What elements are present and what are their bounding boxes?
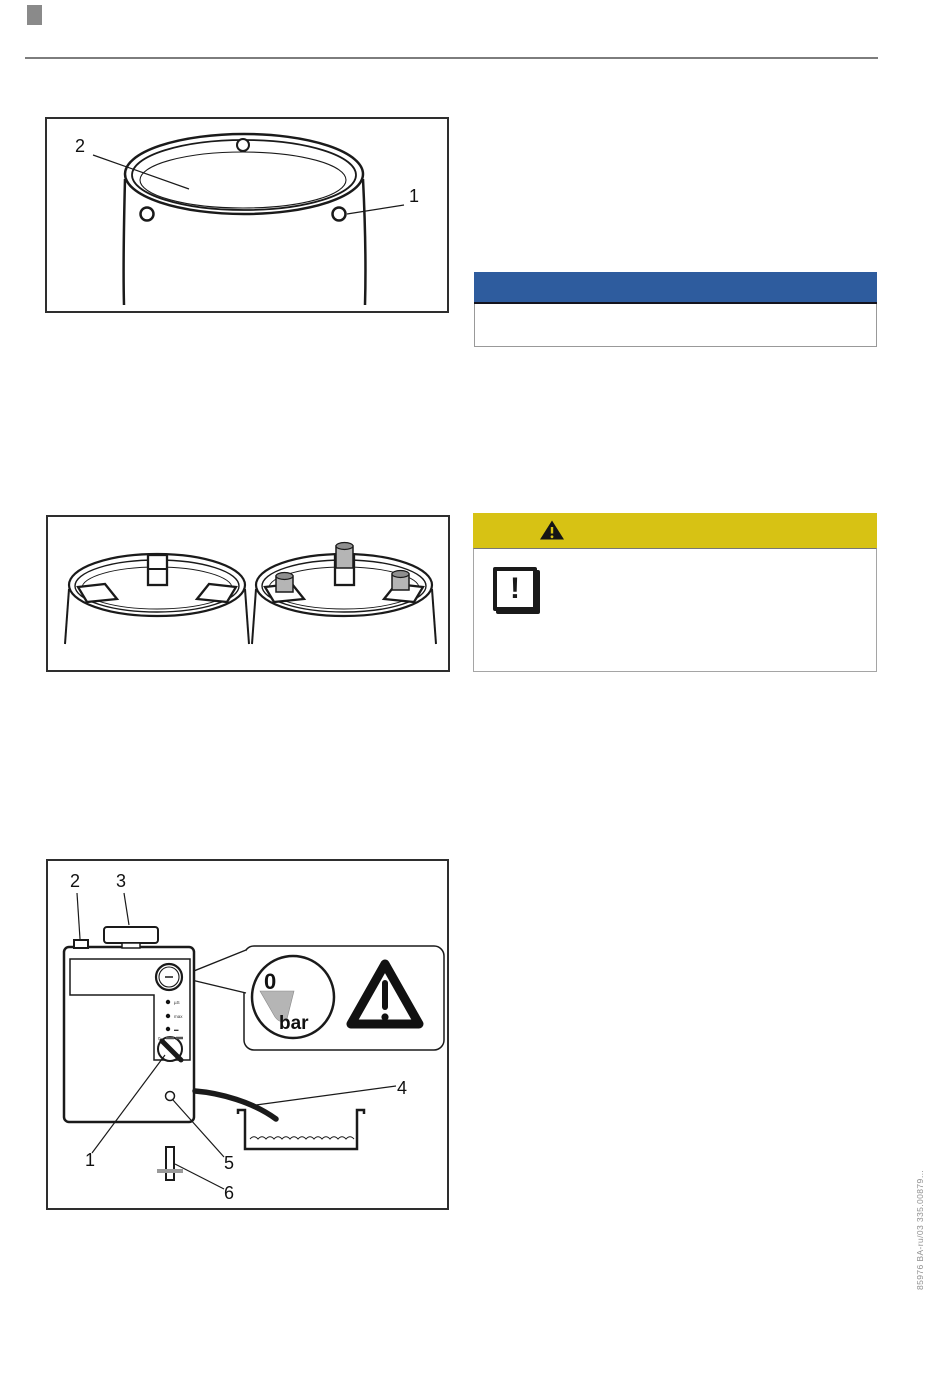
info-table-header <box>474 272 877 304</box>
figure3-label-2: 2 <box>70 871 81 891</box>
led-label-1: µS <box>174 1000 180 1005</box>
info-table <box>474 272 877 347</box>
leader-line-4 <box>256 1086 396 1105</box>
figure-drum-caps <box>46 515 450 672</box>
figure1-label-2: 2 <box>75 136 86 156</box>
collection-tray <box>238 1110 364 1149</box>
cap-left-lid <box>276 573 293 580</box>
figure3-label-6: 6 <box>224 1183 235 1203</box>
warning-header <box>473 513 877 548</box>
drain-hose <box>195 1091 276 1119</box>
leader-line-6 <box>175 1164 224 1189</box>
section-marker <box>27 5 42 25</box>
figure1-label-1: 1 <box>409 186 420 206</box>
leader-line-3 <box>124 893 129 925</box>
right-drum-wall-l <box>252 589 256 644</box>
info-table-body <box>474 304 877 347</box>
drum-hole-top <box>237 139 249 151</box>
left-drum-wall-l <box>65 589 69 644</box>
figure3-label-1: 1 <box>85 1150 96 1170</box>
leader-line-5 <box>173 1100 224 1157</box>
left-drum-wall-r <box>245 589 249 644</box>
drum-wall-left <box>124 179 125 305</box>
cap-right-lid <box>392 571 409 578</box>
leader-line-1 <box>347 205 404 214</box>
knob-zero-label: 0 <box>158 1036 161 1041</box>
water-wave <box>250 1137 354 1139</box>
left-drum-bracket-right <box>197 584 236 602</box>
drum-hole-right <box>333 208 346 221</box>
device-handle <box>104 927 158 943</box>
device-tab <box>74 940 88 948</box>
cap-top-lid <box>336 543 353 550</box>
figure-drum-rim <box>45 117 449 313</box>
figure3-label-5: 5 <box>224 1153 235 1173</box>
device-illustration <box>48 861 447 1208</box>
figure3-label-4: 4 <box>397 1078 408 1098</box>
led-1 <box>166 1000 170 1004</box>
notice-icon: ! <box>493 567 537 611</box>
gauge-value: 0 <box>264 969 277 994</box>
document-number: 85976 BA-ru/03 335.00879… <box>915 1169 925 1290</box>
led-3 <box>166 1027 170 1031</box>
warning-body <box>473 548 877 672</box>
warning-triangle-icon <box>539 519 565 541</box>
drum-opening <box>140 152 346 208</box>
drain-port <box>166 1092 175 1101</box>
device-handle-stem <box>122 943 140 948</box>
led-label-3: ▬ <box>174 1027 179 1032</box>
warning-exclamation-dot <box>381 1013 388 1020</box>
gauge-unit: bar <box>279 1013 309 1034</box>
led-label-2: max <box>174 1014 183 1019</box>
figure-device <box>46 859 449 1210</box>
led-2 <box>166 1014 170 1018</box>
right-drum-wall-r <box>432 589 436 644</box>
header-rule <box>25 57 878 59</box>
leader-line-2 <box>77 893 80 939</box>
left-drum-bracket-left <box>78 584 117 602</box>
coupling-part <box>166 1147 174 1180</box>
drum-hole-left <box>141 208 154 221</box>
drum-wall-right <box>363 179 365 305</box>
figure3-label-3: 3 <box>116 871 127 891</box>
drum-rim-illustration <box>47 119 447 311</box>
drum-caps-illustration <box>48 517 448 670</box>
warning-panel <box>473 513 877 672</box>
